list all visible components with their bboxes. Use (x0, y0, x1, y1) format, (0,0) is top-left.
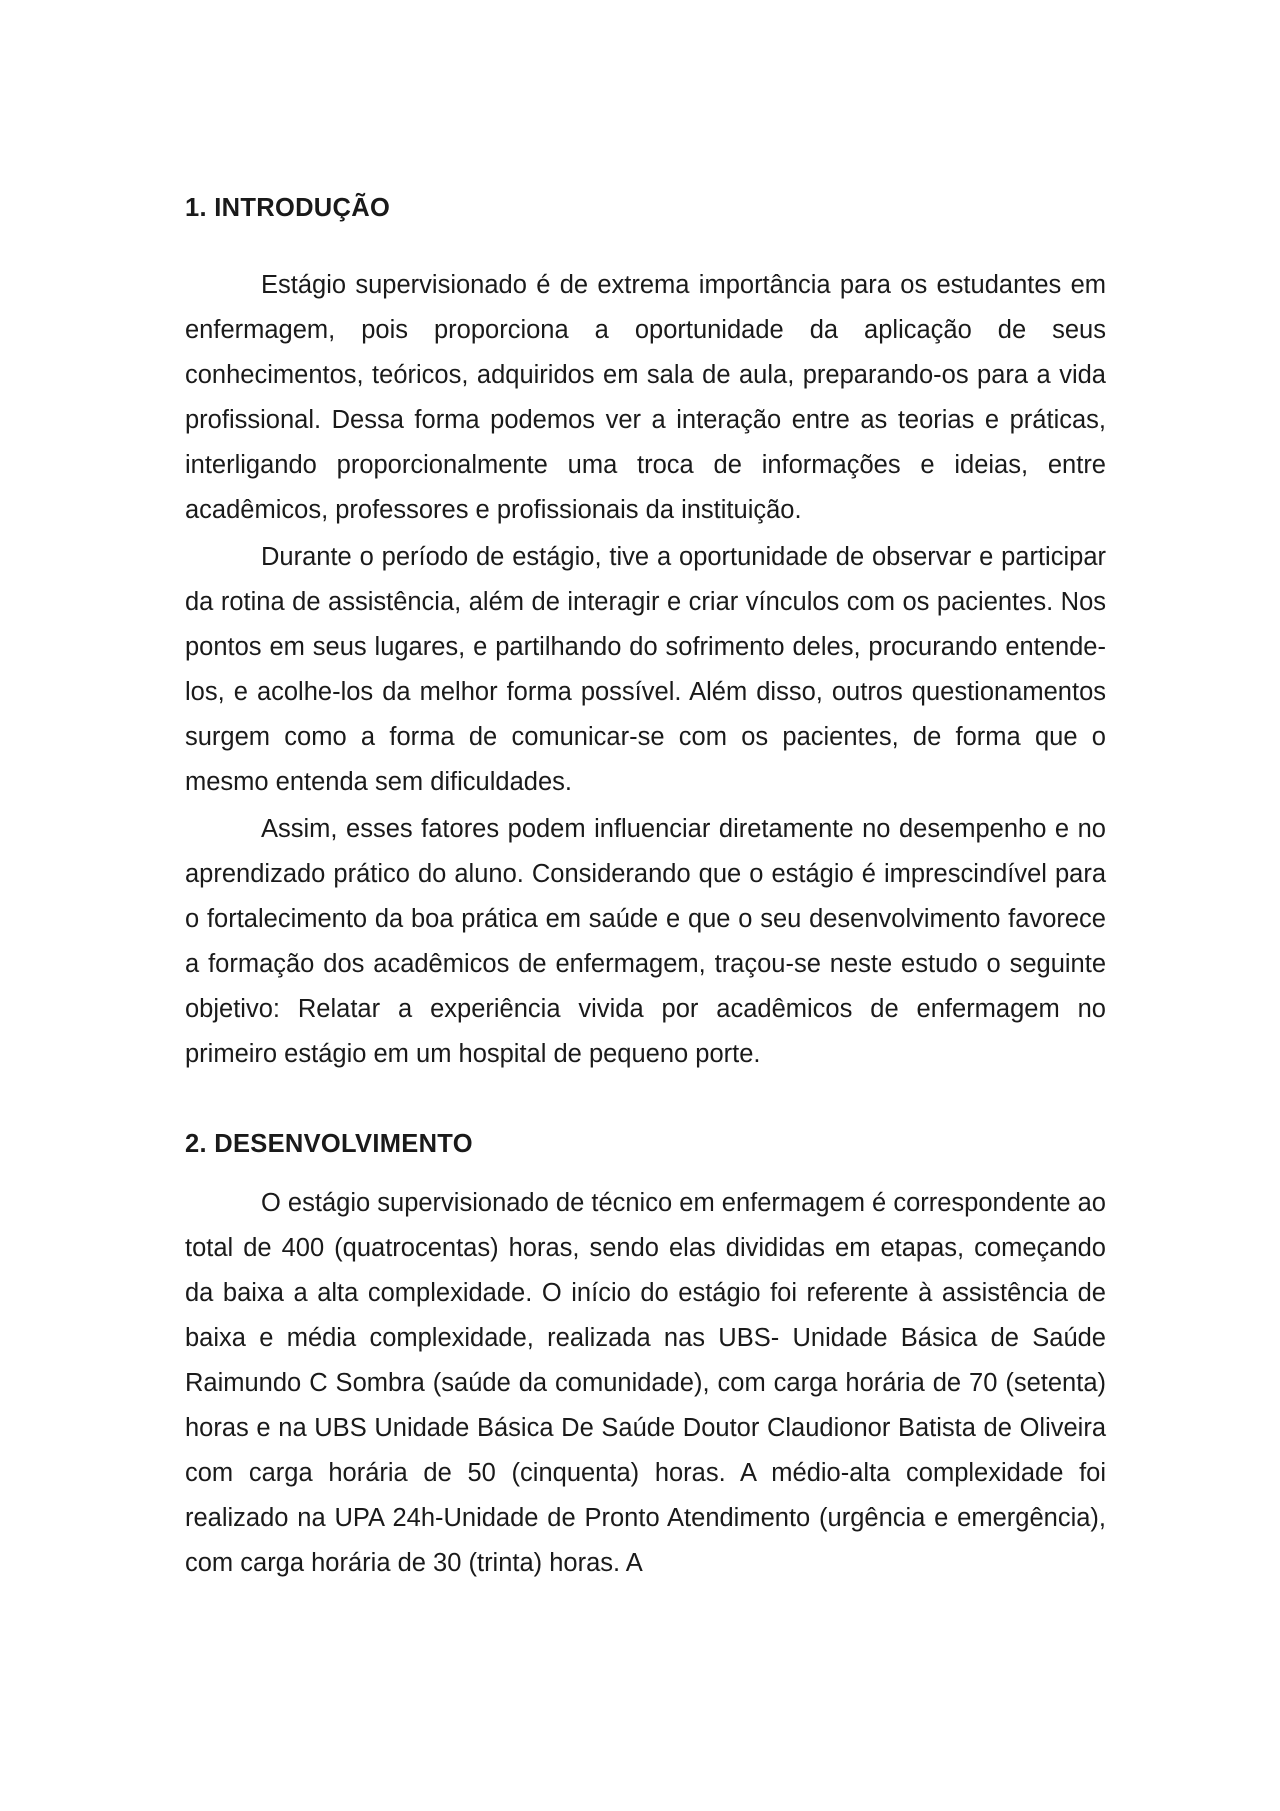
paragraph-desenvolvimento-1: O estágio supervisionado de técnico em enfermagem é correspondente ao total de 400 (quatrocentas) horas, sendo elas divididas em etapas, começando da baixa a alta complexidade. O início do estágio foi referente à assistência de baixa e média complexidade, realizada nas UBS- Unidade Básica de Saúde Raimundo C Sombra (saúde da comunidade), com carga horária de 70 (setenta) horas e na UBS Unidade Básica De Saúde Doutor Claudionor Batista de Oliveira com carga horária de 50 (cinquenta) horas. A médio-alta complexidade foi realizado na UPA 24h-Unidade de Pronto Atendimento (urgência e emergência), com carga horária de 30 (trinta) horas. A (185, 1189, 1106, 1577)
paragraph-introducao-3: Assim, esses fatores podem influenciar diretamente no desempenho e no aprendizado prático do aluno. Considerando que o estágio é imprescindível para o fortalecimento da boa prática em saúde e que o seu desenvolvimento favorece a formação dos acadêmicos de enfermagem, traçou-se neste estudo o seguinte objetivo: Relatar a experiência vivida por acadêmicos de enfermagem no primeiro estágio em um hospital de pequeno porte. (185, 815, 1106, 1068)
document-body (185, 192, 1106, 1588)
section-heading-desenvolvimento: 2. DESENVOLVIMENTO (185, 1130, 473, 1158)
paragraph-introducao-1: Estágio supervisionado é de extrema importância para os estudantes em enfermagem, pois proporciona a oportunidade da aplicação de seus conhecimentos, teóricos, adquiridos em sala de aula, preparando-os para a vida profissional. Dessa forma podemos ver a interação entre as teorias e práticas, interligando proporcionalmente uma troca de informações e ideias, entre acadêmicos, professores e profissionais da instituição. (185, 271, 1106, 524)
section-heading-introducao: 1. INTRODUÇÃO (185, 194, 391, 222)
paragraph-introducao-2: Durante o período de estágio, tive a oportunidade de observar e participar da rotina de assistência, além de interagir e criar vínculos com os pacientes. Nos pontos em seus lugares, e partilhando do sofrimento deles, procurando entende-los, e acolhe-los da melhor forma possível. Além disso, outros questionamentos surgem como a forma de comunicar-se com os pacientes, de forma que o mesmo entenda sem dificuldades. (185, 543, 1106, 796)
